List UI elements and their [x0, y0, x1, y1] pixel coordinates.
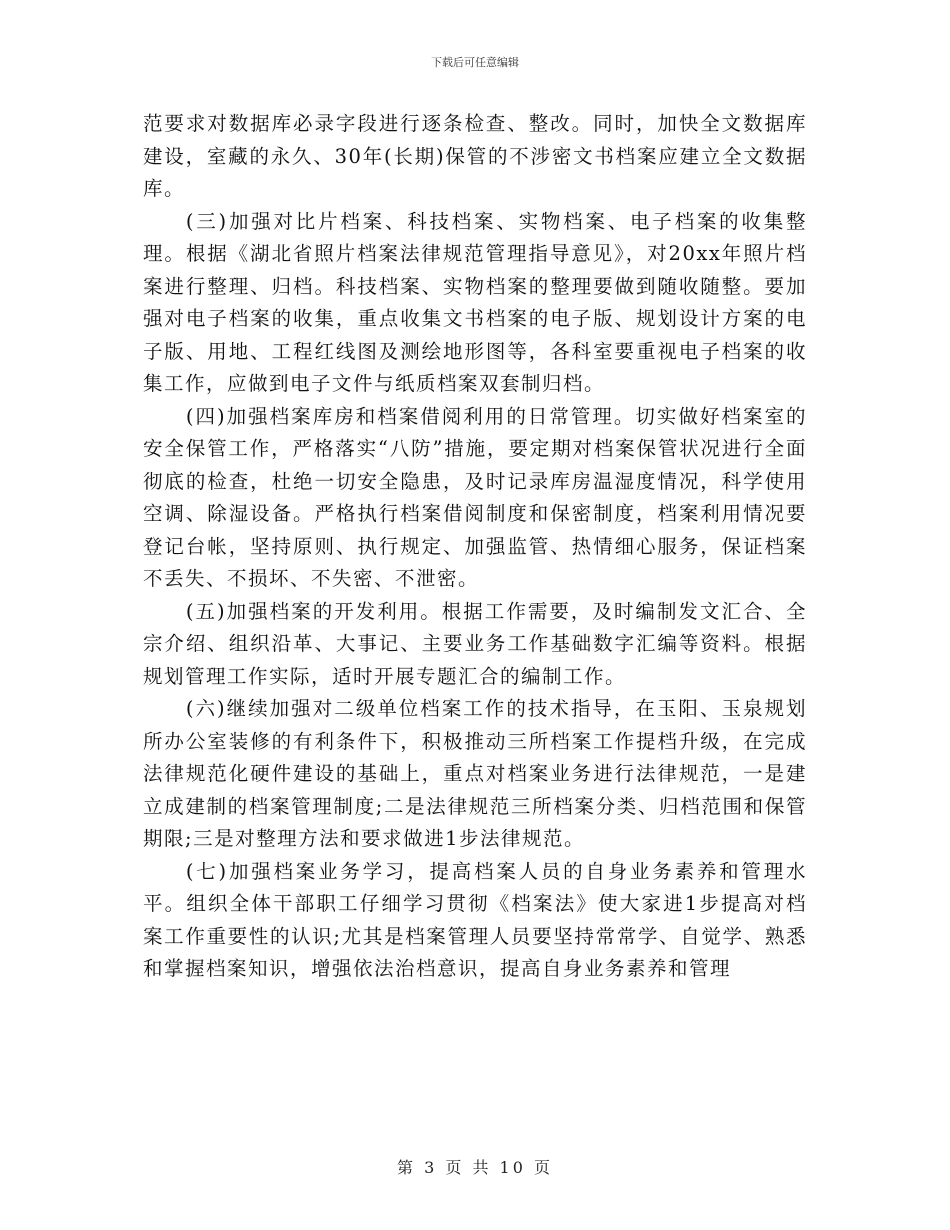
- document-body: [143, 108, 807, 986]
- paragraph-item-6: (六)继续加强对二级单位档案工作的技术指导，在玉阳、玉泉规划所办公室装修的有利条件下，积极推动三所档案工作提档升级，在完成法律规范化硬件建设的基础上，重点对档案业务进行法律规范，一是建立成建制的档案管理制度;二是法律规范三所档案分类、归档范围和保管期限;三是对整理方法和要求做进1步法律规范。: [143, 697, 807, 850]
- paragraph-continuation: 范要求对数据库必录字段进行逐条检查、整改。同时，加快全文数据库建设，室藏的永久、30年(长期)保管的不涉密文书档案应建立全文数据库。: [143, 112, 807, 200]
- paragraph-item-3: (三)加强对比片档案、科技档案、实物档案、电子档案的收集整理。根据《湖北省照片档案法律规范管理指导意见》，对20xx年照片档案进行整理、归档。科技档案、实物档案的整理要做到随收随整。要加强对电子档案的收集，重点收集文书档案的电子版、规划设计方案的电子版、用地、工程红线图及测绘地形图等，各科室要重视电子档案的收集工作，应做到电子文件与纸质档案双套制归档。: [143, 209, 807, 395]
- page-header-note: 下载后可任意编辑: [431, 56, 519, 69]
- paragraph-item-4: (四)加强档案库房和档案借阅利用的日常管理。切实做好档案室的安全保管工作，严格落实“八防”措施，要定期对档案保管状况进行全面彻底的检查，杜绝一切安全隐患，及时记录库房温湿度情况，科学使用空调、除湿设备。严格执行档案借阅制度和保密制度，档案利用情况要登记台帐，坚持原则、执行规定、加强监管、热情细心服务，保证档案不丢失、不损坏、不失密、不泄密。: [143, 404, 807, 590]
- paragraph-item-5: (五)加强档案的开发利用。根据工作需要，及时编制发文汇合、全宗介绍、组织沿革、大事记、主要业务工作基础数字汇编等资料。根据规划管理工作实际，适时开展专题汇合的编制工作。: [143, 599, 807, 688]
- page-number-footer: 第 3 页 共 10 页: [397, 1158, 553, 1177]
- paragraph-item-7: (七)加强档案业务学习，提高档案人员的自身业务素养和管理水平。组织全体干部职工仔细学习贯彻《档案法》使大家进1步提高对档案工作重要性的认识;尤其是档案管理人员要坚持常常学、自觉学、熟悉和掌握档案知识，增强依法治档意识，提高自身业务素养和管理: [143, 859, 807, 980]
